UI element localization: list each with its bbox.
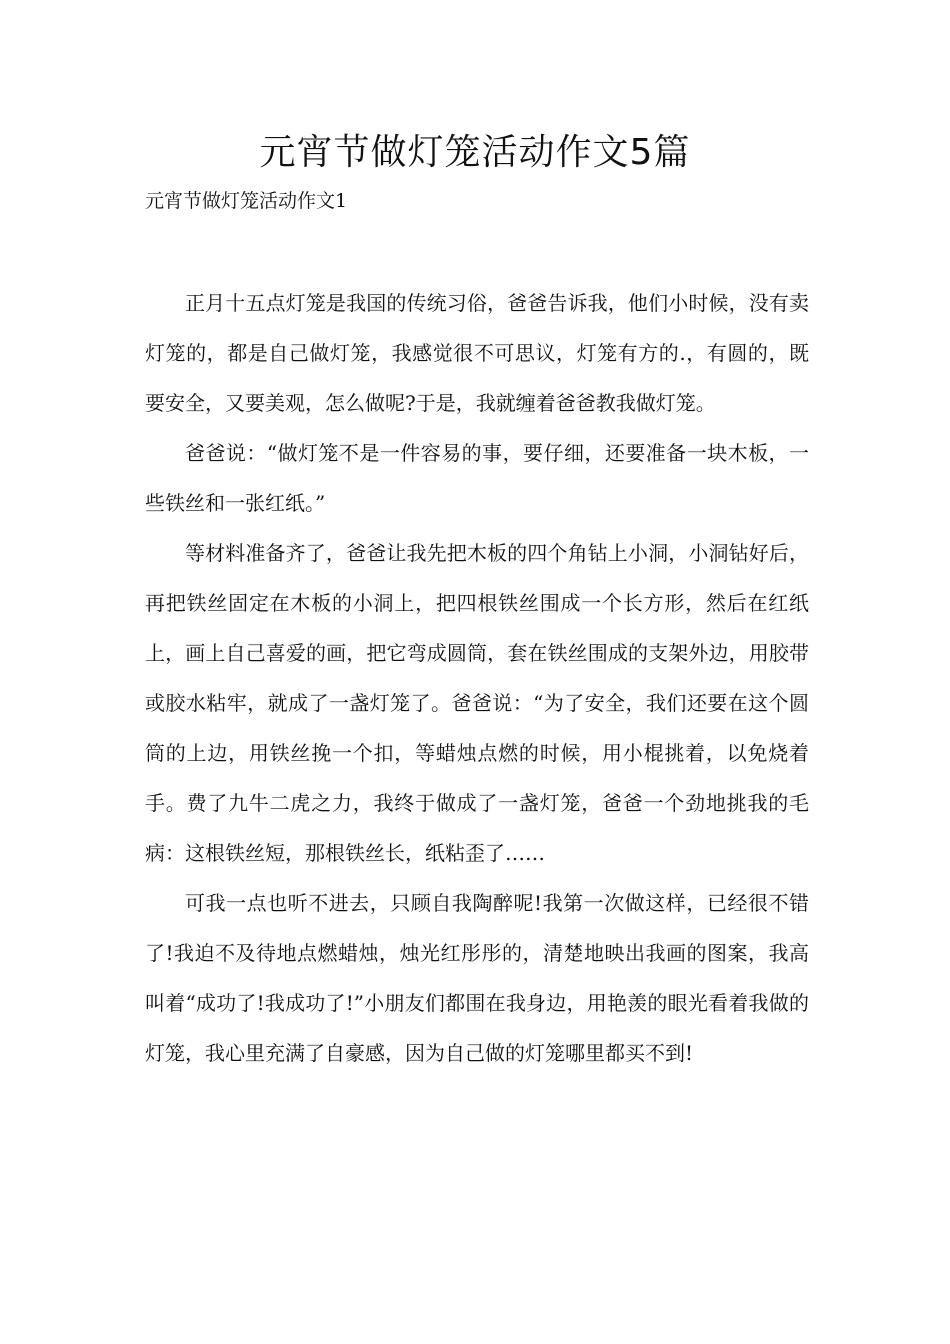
document-subtitle: 元宵节做灯笼活动作文1 xyxy=(145,190,348,212)
document-title: 元宵节做灯笼活动作文5篇 xyxy=(259,132,691,173)
paragraph: 爸爸说：“做灯笼不是一件容易的事，要仔细，还要准备一块木板，一些铁丝和一张红纸。” xyxy=(145,441,809,515)
article-body xyxy=(145,278,809,1078)
paragraph: 正月十五点灯笼是我国的传统习俗，爸爸告诉我，他们小时候，没有卖灯笼的，都是自己做灯笼，我感觉很不可思议，灯笼有方的.，有圆的，既要安全，又要美观，怎么做呢?于是，我就缠着爸爸教我做灯笼。 xyxy=(145,291,809,415)
paragraph: 等材料准备齐了，爸爸让我先把木板的四个角钻上小洞，小洞钻好后，再把铁丝固定在木板的小洞上，把四根铁丝围成一个长方形，然后在红纸上，画上自己喜爱的画，把它弯成圆筒，套在铁丝围成的支架外边，用胶带或胶水粘牢，就成了一盏灯笼了。爸爸说：“为了安全，我们还要在这个圆筒的上边，用铁丝挽一个扣，等蜡烛点燃的时候，用小棍挑着，以免烧着手。费了九牛二虎之力，我终于做成了一盏灯笼，爸爸一个劲地挑我的毛病：这根铁丝短，那根铁丝长，纸粘歪了…… xyxy=(145,541,809,865)
paragraph: 可我一点也听不进去，只顾自我陶醉呢!我第一次做这样，已经很不错了!我迫不及待地点燃蜡烛，烛光红彤彤的，清楚地映出我画的图案，我高叫着“成功了!我成功了!”小朋友们都围在我身边，用艳羡的眼光看着我做的灯笼，我心里充满了自豪感，因为自己做的灯笼哪里都买不到! xyxy=(145,891,809,1065)
